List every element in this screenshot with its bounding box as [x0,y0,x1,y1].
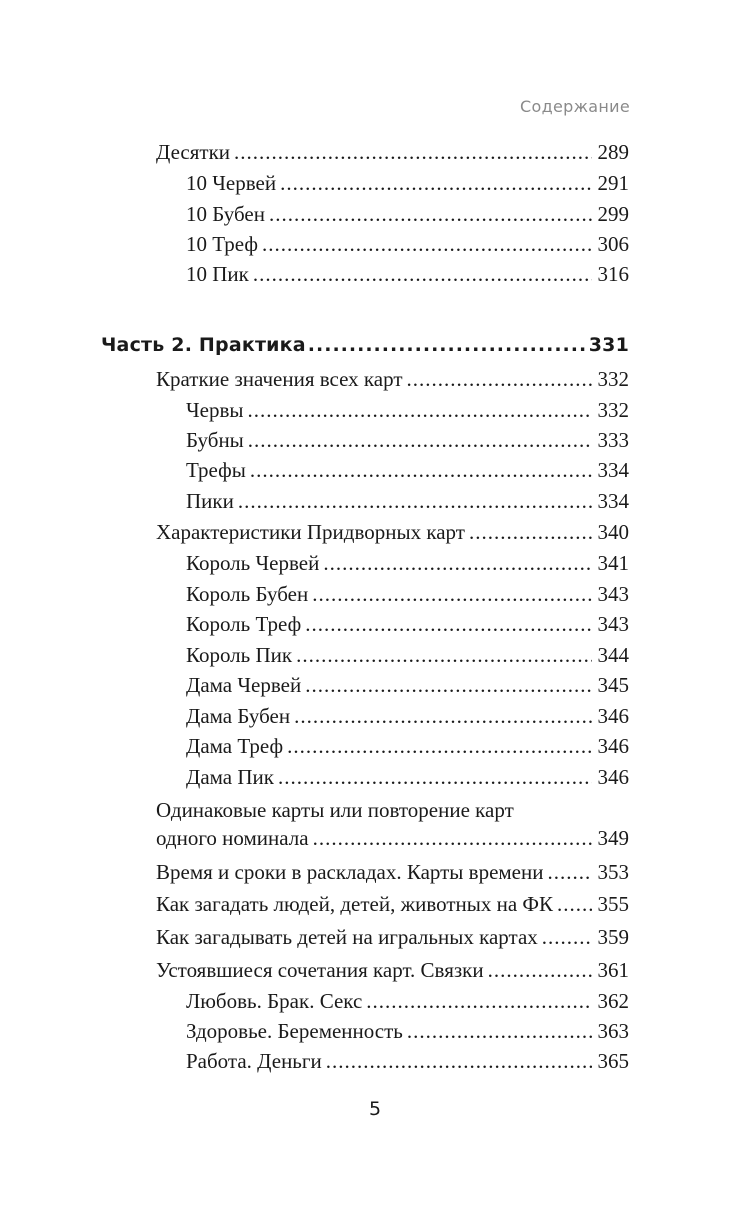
leader-dots [305,670,591,700]
toc-entry[interactable] [0,259,629,289]
toc-entry-page: 345 [597,673,629,697]
leader-dots [313,823,592,853]
toc-entry[interactable] [0,609,629,639]
leader-dots [407,364,592,394]
toc-entry[interactable] [0,701,629,731]
toc-entry-title: одного номинала [156,826,309,850]
toc-entry-page: 291 [597,171,629,195]
leader-dots [488,955,592,985]
toc-entry[interactable] [0,955,629,985]
toc-entry-title: Дама Треф [186,734,284,758]
toc-entry-title: 10 Бубен [186,202,265,226]
leader-dots [407,1016,592,1046]
toc-entry-title: Дама Пик [186,765,274,789]
leader-dots [296,640,591,670]
toc-entry-page: 332 [597,398,629,422]
toc-entry-page: 332 [597,367,629,391]
leader-dots [250,455,592,485]
toc-entry-page: 331 [588,334,629,356]
toc-entry-page: 340 [597,520,629,544]
toc-entry-title: Дама Червей [186,673,302,697]
toc-entry[interactable] [0,425,629,455]
leader-dots [280,168,591,198]
toc-entry-title: Как загадать людей, детей, животных на ФК [156,892,554,916]
toc-entry[interactable] [0,137,629,167]
leader-dots [253,259,592,289]
leader-dots [234,137,591,167]
leader-dots [326,1046,592,1076]
toc-entry-title: Бубны [186,428,244,452]
leader-dots [248,395,592,425]
toc-entry-page: 365 [597,1049,629,1073]
toc-entry-title: Любовь. Брак. Секс [186,989,363,1013]
toc-entry-title: Червы [186,398,244,422]
toc-entry-page: 346 [597,734,629,758]
leader-dots [557,889,591,919]
toc-entry-title: 10 Треф [186,232,258,256]
toc-entry[interactable] [0,731,629,761]
toc-entry-title: Работа. Деньги [186,1049,322,1073]
running-head: Содержание [520,97,630,116]
leader-dots [262,229,592,259]
toc-entry[interactable] [0,986,629,1016]
toc-entry-title-line[interactable]: Одинаковые карты или повторение карт [156,798,514,822]
toc-entry-page: 361 [597,958,629,982]
toc-entry-title: Здоровье. Беременность [186,1019,403,1043]
toc-entry-page: 363 [597,1019,629,1043]
toc-entry-page: 359 [597,925,629,949]
toc-entry[interactable] [0,229,629,259]
toc-part-heading[interactable] [0,330,629,360]
toc-entry[interactable] [0,889,629,919]
toc-entry-page: 289 [597,140,629,164]
toc-entry[interactable] [0,1016,629,1046]
toc-entry-page: 346 [597,704,629,728]
leader-dots [269,199,592,229]
toc-entry-title: Дама Бубен [186,704,291,728]
toc-entry[interactable] [0,548,629,578]
toc-entry-title: Трефы [186,458,246,482]
leader-dots [366,986,591,1016]
toc-entry-title: Король Треф [186,612,302,636]
toc-entry-page: 299 [597,202,629,226]
toc-entry-title: Краткие значения всех карт [156,367,403,391]
toc-entry[interactable] [0,762,629,792]
toc-entry-page: 344 [597,643,629,667]
leader-dots [542,922,592,952]
toc-entry[interactable] [0,823,629,853]
toc-entry[interactable] [0,857,629,887]
toc-entry[interactable] [0,455,629,485]
leader-dots [312,579,591,609]
toc-entry-page: 343 [597,612,629,636]
toc-entry-title: Король Пик [186,643,293,667]
toc-entry-title: Характеристики Придворных карт [156,520,465,544]
toc-entry-page: 349 [597,826,629,850]
toc-entry[interactable] [0,395,629,425]
leader-dots [308,330,585,360]
leader-dots [547,857,591,887]
leader-dots [469,517,592,547]
toc-entry[interactable] [0,579,629,609]
toc-entry-title: Часть 2. Практика [101,334,306,356]
leader-dots [294,701,591,731]
leader-dots [248,425,592,455]
toc-entry-page: 316 [597,262,629,286]
toc-entry-page: 306 [597,232,629,256]
toc-entry-title: 10 Червей [186,171,277,195]
toc-entry-title: Время и сроки в раскладах. Карты времени [156,860,544,884]
toc-entry-title: Как загадывать детей на игральных картах [156,925,538,949]
toc-entry[interactable] [0,922,629,952]
page-number: 5 [368,1098,382,1120]
toc-entry[interactable] [0,670,629,700]
toc-entry-title: Десятки [156,140,231,164]
toc-entry-page: 343 [597,582,629,606]
toc-entry[interactable] [0,640,629,670]
toc-entry[interactable] [0,199,629,229]
leader-dots [238,486,592,516]
toc-entry[interactable] [0,486,629,516]
toc-entry-page: 334 [597,489,629,513]
leader-dots [278,762,592,792]
toc-entry-title: Король Червей [186,551,320,575]
toc-entry[interactable] [0,517,629,547]
leader-dots [323,548,591,578]
toc-entry[interactable] [0,364,629,394]
leader-dots [305,609,591,639]
toc-entry-title: Пики [186,489,234,513]
leader-dots [287,731,591,761]
toc-entry-title: Устоявшиеся сочетания карт. Связки [156,958,484,982]
toc-entry-page: 353 [597,860,629,884]
toc-entry-page: 333 [597,428,629,452]
toc-entry-page: 334 [597,458,629,482]
toc-entry-page: 362 [597,989,629,1013]
toc-entry-page: 346 [597,765,629,789]
toc-entry-title: 10 Пик [186,262,249,286]
toc-entry-title: Король Бубен [186,582,309,606]
toc-entry[interactable] [0,1046,629,1076]
toc-entry[interactable] [0,168,629,198]
toc-entry-page: 341 [597,551,629,575]
toc-entry-page: 355 [597,892,629,916]
